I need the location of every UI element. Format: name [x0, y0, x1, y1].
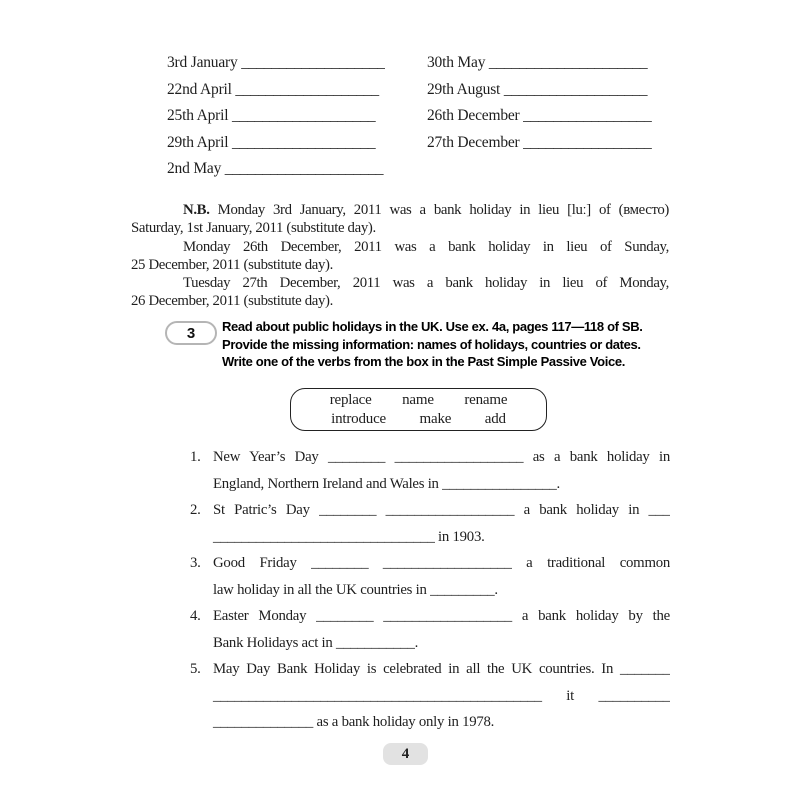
item-text: St Patric’s Day ________ __________________ a bank holiday in ___ [213, 502, 670, 518]
exercise-item-line: law holiday in all the UK countries in _________. [213, 581, 498, 598]
dates-column-left [167, 50, 396, 183]
item-number: 1. [190, 449, 201, 465]
exercise-number-badge [165, 321, 217, 345]
verb-box-row: introduce make add [331, 411, 506, 427]
exercise-number: 3 [186, 324, 196, 342]
nb-note [131, 201, 669, 311]
item-number: 5. [190, 661, 201, 677]
exercise-instructions [222, 318, 643, 371]
exercise-item-line [190, 550, 670, 577]
nb-note-line: Tuesday 27th December, 2011 was a bank holiday in lieu of Monday, [183, 275, 669, 292]
item-number: 3. [190, 555, 201, 571]
item-number: 2. [190, 502, 201, 518]
exercise-item-line [190, 497, 670, 524]
exercise-item-line: England, Northern Ireland and Wales in ________________. [213, 475, 560, 492]
date-row: 29th April ___________________ [167, 133, 376, 151]
date-row: 30th May _____________________ [427, 54, 648, 71]
date-row: 3rd January ___________________ [167, 54, 385, 71]
page-number-badge [383, 743, 428, 765]
dates-column-right [427, 50, 671, 156]
date-row: 2nd May _____________________ [167, 160, 384, 177]
exercise-items [190, 444, 670, 736]
exercise-item-line: _______________________________ in 1903. [213, 528, 485, 545]
exercise-item-line: ______________ as a bank holiday only in 1978. [213, 714, 495, 730]
nb-note-line: 26 December, 2011 (substitute day). [131, 293, 333, 310]
date-row: 29th August ___________________ [427, 80, 648, 98]
item-text: New Year’s Day ________ __________________ as a bank holiday in [213, 449, 670, 465]
exercise-item-line [190, 603, 670, 630]
instruction-line: Write one of the verbs from the box in the Past Simple Passive Voice. [222, 354, 626, 369]
item-text: Easter Monday ________ __________________ a bank holiday by the [213, 608, 670, 624]
date-row: 26th December _________________ [427, 107, 652, 124]
date-row: 25th April ___________________ [167, 107, 376, 124]
item-text: May Day Bank Holiday is celebrated in all the UK countries. In _______ [213, 661, 670, 677]
date-row: 27th December _________________ [427, 133, 652, 151]
date-row: 22nd April ___________________ [167, 80, 379, 98]
exercise-item-line [190, 656, 670, 683]
instruction-line: Read about public holidays in the UK. Use ex. 4a, pages 117—118 of SB. [222, 319, 643, 334]
nb-label: N.B. [183, 202, 210, 218]
item-text: Good Friday ________ __________________ a traditional common [213, 555, 670, 571]
verb-box-row: replace name rename [329, 392, 508, 408]
item-number: 4. [190, 608, 201, 624]
nb-text: Monday 3rd January, 2011 was a bank holiday in lieu [luː] of (вместо) [209, 202, 669, 218]
nb-note-line: 25 December, 2011 (substitute day). [131, 256, 333, 273]
verb-box [290, 388, 547, 431]
exercise-item-line [190, 444, 670, 471]
exercise-item-line: Bank Holidays act in ___________. [213, 634, 419, 651]
exercise-item-line: ______________________________________________ it __________ [213, 687, 670, 704]
page-number: 4 [401, 745, 410, 762]
nb-note-line: Monday 26th December, 2011 was a bank holiday in lieu of Sunday, [183, 238, 669, 255]
instruction-line: Provide the missing information: names of holidays, countries or dates. [222, 336, 641, 352]
nb-note-line: Saturday, 1st January, 2011 (substitute day). [131, 220, 376, 237]
nb-note-line [131, 201, 669, 219]
